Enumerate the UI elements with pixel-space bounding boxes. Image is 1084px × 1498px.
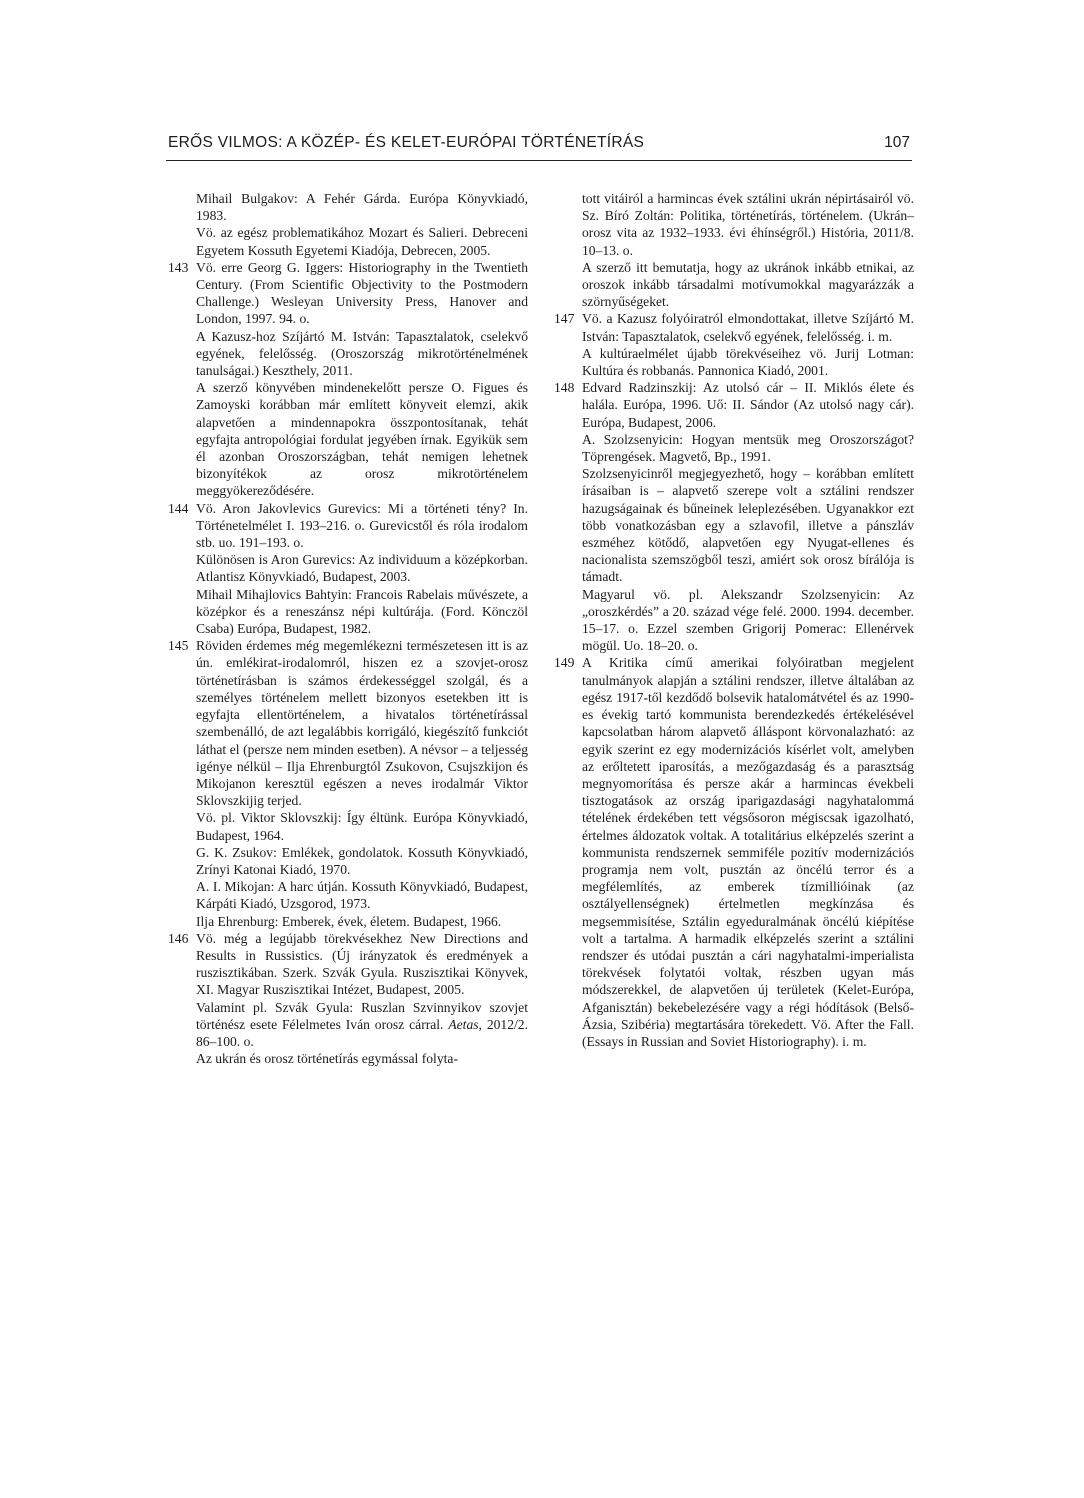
citation-text: , 2012/2. 86–100. o.: [196, 1016, 528, 1049]
footnote-number: 149: [554, 655, 575, 671]
footnote-paragraph: Vö. erre Georg G. Iggers: Historiography in the Twentieth Century. (From Scientific Objectivity to the Postmodern Challenge.) Wesleyan University Press, Hanover and London, 1997. 94. o.: [196, 259, 528, 327]
footnote-paragraph: G. K. Zsukov: Emlékek, gondolatok. Kossuth Könyvkiadó, Zrínyi Katonai Kiadó, 1970.: [196, 844, 528, 877]
journal-title: Aetas: [448, 1016, 479, 1032]
footnote-number: 147: [554, 311, 575, 327]
footnote-paragraph: A szerző könyvében mindenekelőtt persze O. Figues és Zamoyski korábban már említett könyveit elemzi, akik alapvetően a mindennapokra összpontosítanak, tehát egyfajta antropológiai fordulat jegyében írnak. Egyikük sem él azonban Oroszországban, tehát nemigen lehetnek bizonyítékok az orosz mikrotörténelem meggyökereződésére.: [196, 380, 528, 499]
running-header: [166, 132, 912, 161]
footnote-number: 145: [168, 638, 189, 654]
footnote-paragraph: A kultúraelmélet újabb törekvéseihez vö. Jurij Lotman: Kultúra és robbanás. Pannonica Kiadó, 2001.: [582, 345, 914, 379]
footnote-paragraph: A. Szolzsenyicin: Hogyan mentsük meg Oroszországot? Töprengések. Magvető, Bp., 1991.: [582, 431, 914, 465]
footnote-paragraph: Edvard Radzinszkij: Az utolsó cár – II. Miklós élete és halála. Európa, 1996. Uő: II. Sándor (Az utolsó nagy cár). Európa, Budapest, 2006.: [582, 380, 914, 430]
citation-text: Valamint pl. Szvák Gyula: Ruszlan Szvinnyikov szovjet történész esete Félelmetes Iván orosz cárral.: [196, 999, 528, 1032]
footnote-number: 146: [168, 930, 189, 946]
right-column: [554, 190, 914, 1050]
footnote-paragraph: Különösen is Aron Gurevics: Az individuum a középkorban. Atlantisz Könyvkiadó, Budapest, 2003.: [196, 552, 528, 585]
footnote-number: 148: [554, 380, 575, 396]
footnote-paragraph: Vö. pl. Viktor Sklovszkij: Így éltünk. Európa Könyvkiadó, Budapest, 1964.: [196, 810, 528, 843]
footnote-paragraph: Szolzsenyicinről megjegyezhető, hogy – korábban említett írásaiban is – alapvető szerepe volt a sztálini rendszer hazugságainak és bűneinek leleplezésében. Ugyanakkor ezt több vonatkozásban egy a szlavofil, illetve a pánszláv eszméhez kötődő, alapvetően egy Nyugat-ellenes és nacionalista szemszögből teszi, amiért sok orosz bírálója is támadt.: [582, 466, 914, 585]
footnote-continuation-paragraph: tott vitáiról a harmincas évek sztálini ukrán népirtásairól vö. Sz. Bíró Zoltán: Politika, történetírás, történelem. (Ukrán–orosz vita az 1932–1933. évi éhínségről.) História, 2011/8. 10–13. o.: [582, 191, 914, 258]
footnote-146: [168, 930, 528, 1068]
left-column: [168, 190, 528, 1067]
footnote-paragraph: Röviden érdemes még megemlékezni természetesen itt is az ún. emlékirat-irodalomról, hiszen ez a szovjet-orosz történetírásban is számos érdekességgel szolgál, és a személyes történelem mellett bizonyos esetekben itt is egyfajta ellentörténelem, a hivatalos történetírással szembenálló, de azt legalábbis korrigáló, kiegészítő funkciót láthat el (persze nem minden esetben). A névsor – a teljesség igénye nélkül – Ilja Ehrenburgtól Zsukovon, Csujszkijon és Mikojanon keresztül egészen a neves irodalmár Viktor Sklovszkijig terjed.: [196, 638, 528, 809]
footnote-paragraph: A Kazusz-hoz Szíjártó M. István: Tapasztalatok, cselekvő egyének, felelősség. (Oroszország mikrotörténelmének tanulságai.) Keszthely, 2011.: [196, 328, 528, 379]
footnote-paragraph-aetas: [196, 999, 528, 1051]
footnote-paragraph: Ilja Ehrenburg: Emberek, évek, életem. Budapest, 1966.: [196, 913, 502, 929]
footnote-paragraph: A. I. Mikojan: A harc útján. Kossuth Könyvkiadó, Budapest, Kárpáti Kiadó, Uzsgorod, 1973.: [196, 879, 528, 912]
footnote-continuation-paragraph: A szerző itt bemutatja, hogy az ukránok inkább etnikai, az oroszok inkább társadalmi motívumokkal magyarázzák a szörnyűségeket.: [582, 259, 914, 310]
footnote-paragraph: Mihail Mihajlovics Bahtyin: Francois Rabelais művészete, a középkor és a reneszánsz népi kultúrája. (Ford. Könczöl Csaba) Európa, Budapest, 1982.: [196, 586, 528, 637]
footnote-paragraph: Magyarul vö. pl. Alekszandr Szolzsenyicin: Az „oroszkérdés” a 20. század vége felé. 2000. 1994. december. 15–17. o. Ezzel szemben Grigorij Pomerac: Ellenérvek mögül. Uo. 18–20. o.: [582, 586, 914, 654]
footnote-paragraph: Vö. Aron Jakovlevics Gurevics: Mi a történeti tény? In. Történetelmélet I. 193–216. o. Gurevicstől és róla irodalom stb. uo. 191–193. o.: [196, 500, 528, 551]
footnote-145: [168, 637, 528, 929]
footnote-paragraph: Vö. a Kazusz folyóiratról elmondottakat, illetve Szíjártó M. István: Tapasztalatok, cselekvő egyének, felelősség. i. m.: [582, 311, 914, 344]
footnote-paragraph: Vö. még a legújabb törekvésekhez New Directions and Results in Russistics. (Új irányzatok és eredmények a ruszisztikában. Szerk. Szvák Gyula. Ruszisztikai Könyvek, XI. Magyar Ruszisztikai Intézet, Budapest, 2005.: [196, 930, 528, 998]
footnote-continuation-paragraph: Mihail Bulgakov: A Fehér Gárda. Európa Könyvkiadó, 1983.: [196, 191, 528, 224]
page-number: 107: [884, 134, 910, 151]
footnote-148: [554, 379, 914, 654]
footnote-number: 144: [168, 500, 189, 516]
footnote-143: [168, 259, 528, 500]
running-title: ERŐS VILMOS: A KÖZÉP- ÉS KELET-EURÓPAI TÖRTÉNETÍRÁS: [168, 134, 645, 151]
footnote-149: [554, 654, 914, 1050]
footnote-paragraph: Az ukrán és orosz történetírás egymással folyta-: [196, 1051, 458, 1067]
footnote-144: [168, 500, 528, 638]
footnote-147: [554, 310, 914, 379]
footnote-continuation-paragraph: Vö. az egész problematikához Mozart és Salieri. Debreceni Egyetem Kossuth Egyetemi Kiadója, Debrecen, 2005.: [196, 225, 528, 258]
footnote-number: 143: [168, 259, 189, 275]
footnote-paragraph: A Kritika című amerikai folyóiratban megjelent tanulmányok alapján a sztálini rendszer, illetve általában az egész 1917-től kezdődő bolsevik hatalomátvétel és az 1990-es évekig tartó kommunista berendezkedés értékelésével kapcsolatban három alapvető álláspont körvonalazható: az egyik szerint ez egy modernizációs kísérlet volt, amelyben az erőltetett iparosítás, a mezőgazdaság és a parasztság megnyomorítása és persze akár a harmincas évekbeli tisztogatások az ország iparigazdasági nagyhatalommá tételének érdekében tett végsősoron mégiscsak igazolható, értelmes áldozatok voltak. A totalitárius elképzelés szerint a kommunista rendszernek semmiféle pozitív modernizációs programja nem volt, pusztán az öncélú terror és a megfélemlítés, az emberek tízmillióinak (az osztályellenségnek) értelmetlen megkínzása és megsemmisítése, Sztálin egyeduralmának öncélú kiépítése volt a tartalma. A harmadik elképzelés szerint a sztálini rendszer és utódai pusztán a cári nagyhatalmi-imperialista törekvések folytatói voltak, részben ugyan más módszerekkel, de alapvetően új területek (Kelet-Európa, Afganisztán) bekebelezésére vagy a régi hódítások (Belső-Ázsia, Szibéria) megtartására törekedett. Vö. After the Fall. (Essays in Russian and Soviet Historiography). i. m.: [582, 655, 914, 1049]
